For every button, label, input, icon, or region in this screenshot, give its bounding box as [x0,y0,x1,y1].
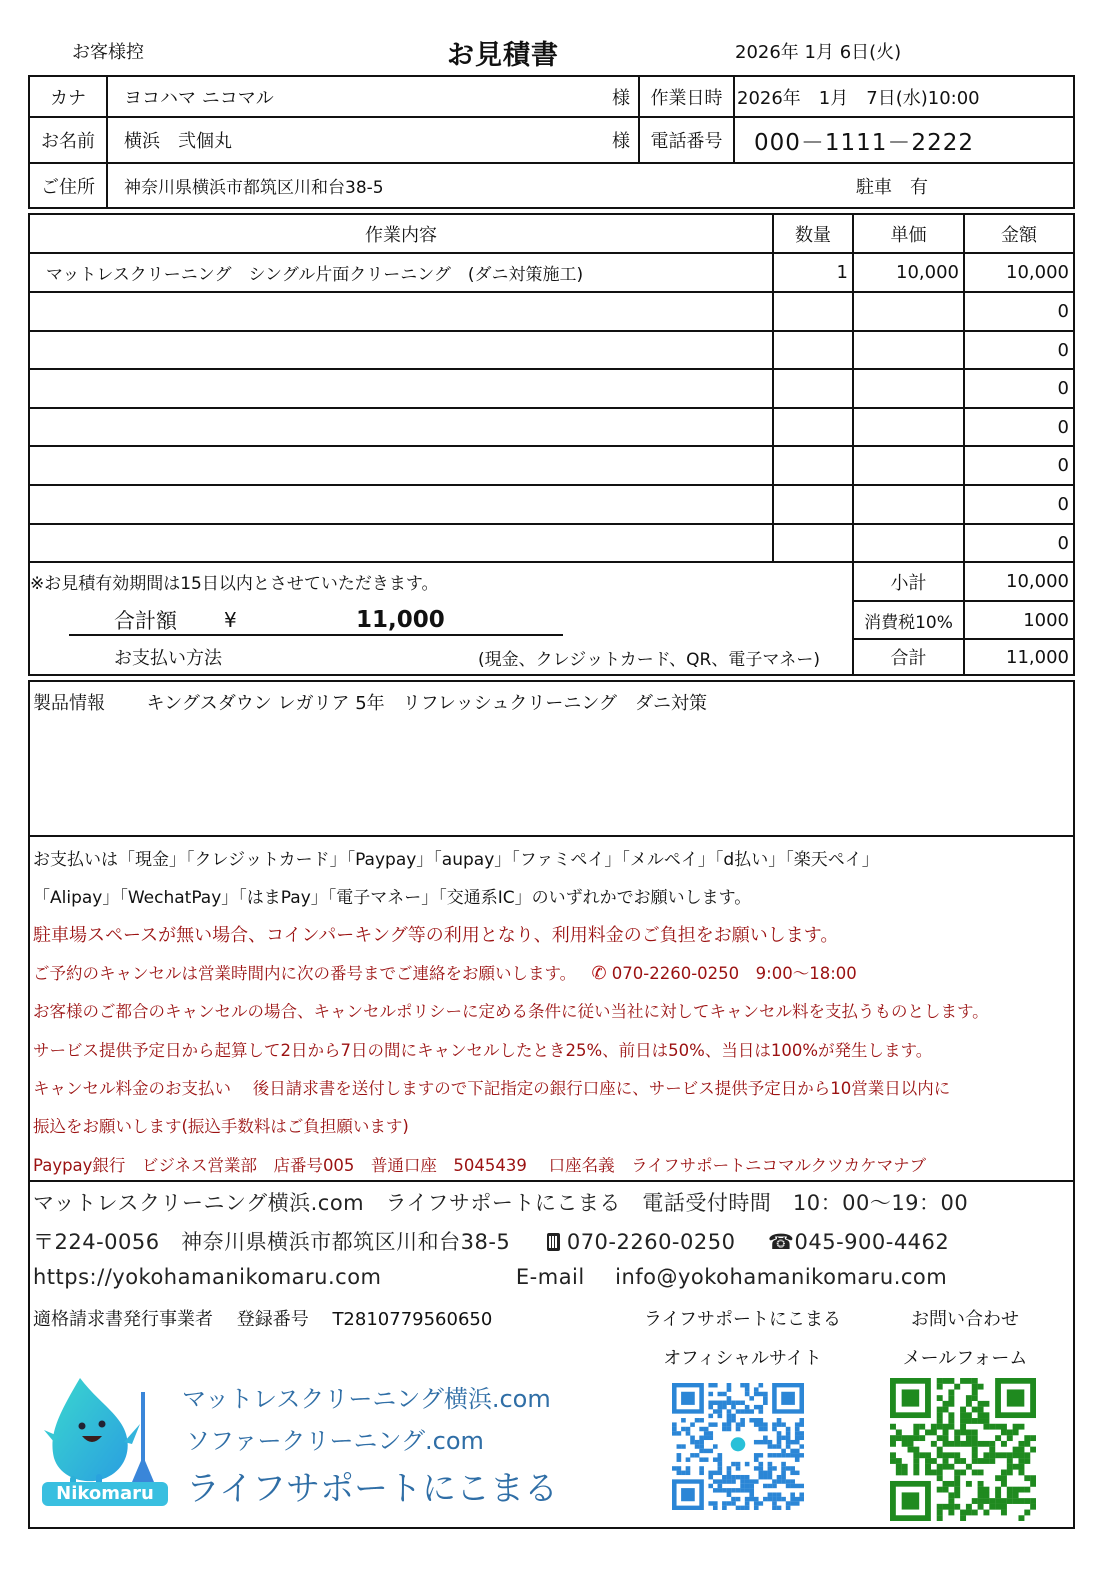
cancel-contact-text: ご予約のキャンセルは営業時間内に次の番号までご連絡をお願いします。 [33,964,577,983]
mascot-name: Nikomaru [42,1482,168,1506]
parking-status: 駐車 有 [856,176,928,198]
row-amount: 10,000 [1006,262,1069,283]
footer-address: 〒224-0056 神奈川県横浜市都筑区川和台38-5 [33,1230,511,1254]
parking-notice: 駐車場スペースが無い場合、コインパーキング等の利用となり、利用料金のご負担をお願いします。 [33,925,839,946]
column-header-amount: 金額 [1001,224,1037,246]
cancel-policy: お客様のご都合のキャンセルの場合、キャンセルポリシーに定める条件に従い当社に対してキャンセル料を支払うものとします。 [33,1002,989,1021]
footer-tel: 045-900-4462 [794,1230,950,1254]
phone-label: 電話番号 [650,131,723,152]
mobile-phone-icon [547,1233,560,1251]
telephone-icon: ☎ [767,1230,795,1254]
nikomaru-logo [40,1372,170,1512]
kana-label: カナ [50,87,86,109]
cancel-payment: キャンセル料金のお支払い 後日請求書を送付しますので下記指定の銀行口座に、サービス提供予定日から10営業日以内に [33,1079,951,1098]
row-amount: 0 [1057,416,1069,438]
payment-options-line1: お支払いは「現金」「クレジットカード」「Paypay」「aupay」「ファミペイ」「メルペイ」「d払い」「楽天ペイ」 [33,850,879,870]
logo-line3: ライフサポートにこまる [186,1469,558,1509]
footer-web-line [33,1265,947,1289]
tax-value: 1000 [1023,609,1069,631]
name-label: お名前 [41,131,95,152]
footer-contact-line [33,1226,949,1256]
work-datetime-label: 作業日時 [650,87,723,109]
column-header-unit-price: 単価 [890,224,927,246]
row-amount: 0 [1057,455,1069,476]
total-label: 合計 [890,648,927,669]
issue-date: 2026年 1月 6日(火) [735,42,902,63]
invoice-issuer: 適格請求書発行事業者 登録番号 T2810779560650 [33,1309,493,1330]
logo-line1: マットレスクリーニング横浜.com [182,1385,551,1413]
row-amount: 0 [1057,378,1069,399]
column-header-description: 作業内容 [365,224,437,246]
cancel-contact-phone: 070-2260-0250 9:00～18:00 [611,964,857,983]
footer-website[interactable]: https://yokohamanikomaru.com [33,1265,382,1289]
payment-method-label: お支払い方法 [114,648,222,669]
kana-value: ヨコハマ ニコマル [124,87,274,109]
cancel-contact-line [33,960,857,984]
logo-line2: ソファークリーニング.com [186,1427,484,1455]
tax-label: 消費税10% [864,612,953,633]
customer-info-table [28,75,1075,209]
address-label: ご住所 [41,176,95,198]
phone-handset-icon: ✆ [591,963,607,984]
row-amount: 0 [1057,339,1069,361]
qr-code-green [890,1378,1036,1521]
row-amount: 0 [1057,494,1069,515]
name-value: 横浜 弐個丸 [124,131,232,152]
row-unit-price: 10,000 [896,262,959,283]
subtotal-label: 小計 [890,572,927,594]
document-title: お見積書 [447,40,559,71]
product-info [33,689,707,715]
qr2-label-line1: お問い合わせ [911,1309,1019,1330]
qr1-label-line2: オフィシャルサイト [663,1348,822,1369]
currency-symbol: ¥ [224,608,237,632]
subtotal-value: 10,000 [1006,571,1069,592]
payment-options-line2: 「Alipay」「WechatPay」「はまPay」「電子マネー」「交通系IC」のいずれかでお願いします。 [33,888,752,908]
copy-label: お客様控 [72,42,144,63]
footer-email[interactable]: info@yokohamanikomaru.com [615,1265,948,1289]
validity-note: ※お見積有効期間は15日以内とさせていただきます。 [30,574,439,594]
qr2-label-line2: メールフォーム [902,1348,1028,1369]
official-site-qr-code[interactable] [672,1383,804,1510]
total-value: 11,000 [1006,646,1069,668]
row-amount: 0 [1057,301,1069,322]
grand-total-underline [69,634,563,636]
estimate-items-table [28,213,1075,676]
column-header-qty: 数量 [795,224,831,246]
work-datetime-value: 2026年 1月 7日(水)10:00 [737,87,980,109]
footer-mobile: 070-2260-0250 [566,1230,736,1254]
footer-company-line: マットレスクリーニング横浜.com ライフサポートにこまる 電話受付時間 10：00～19：00 [33,1191,969,1215]
transfer-note: 振込をお願いします(振込手数料はご負担願います) [33,1117,409,1136]
footer-email-label: E-mail [515,1265,585,1289]
row-qty: 1 [836,262,848,283]
kana-honorific: 様 [612,87,630,109]
grand-total-value: 11,000 [356,607,445,633]
qr-code-blue [672,1383,804,1510]
row-amount: 0 [1057,532,1069,554]
payment-methods: (現金、クレジットカード、QR、電子マネー) [478,649,820,670]
grand-total-label: 合計額 [114,609,177,633]
name-honorific: 様 [612,131,630,152]
qr1-label-line1: ライフサポートにこまる [644,1309,841,1330]
address-value: 神奈川県横浜市都筑区川和台38-5 [124,178,384,198]
phone-value: 000－1111－2222 [754,129,974,156]
bank-info: Paypay銀行 ビジネス営業部 店番号005 普通口座 5045439 口座名義 ライフサポートニコマルクツカケマナブ [33,1156,927,1175]
product-info-label: 製品情報 [33,693,105,714]
product-info-value: キングスダウン レガリア 5年 リフレッシュクリーニング ダニ対策 [146,693,708,714]
row-description: マットレスクリーニング シングル片面クリーニング (ダニ対策施工) [46,265,584,285]
mail-form-qr-code[interactable] [890,1378,1036,1521]
cancel-rates: サービス提供予定日から起算して2日から7日の間にキャンセルしたとき25%、前日は50%、当日は100%が発生します。 [33,1041,933,1060]
